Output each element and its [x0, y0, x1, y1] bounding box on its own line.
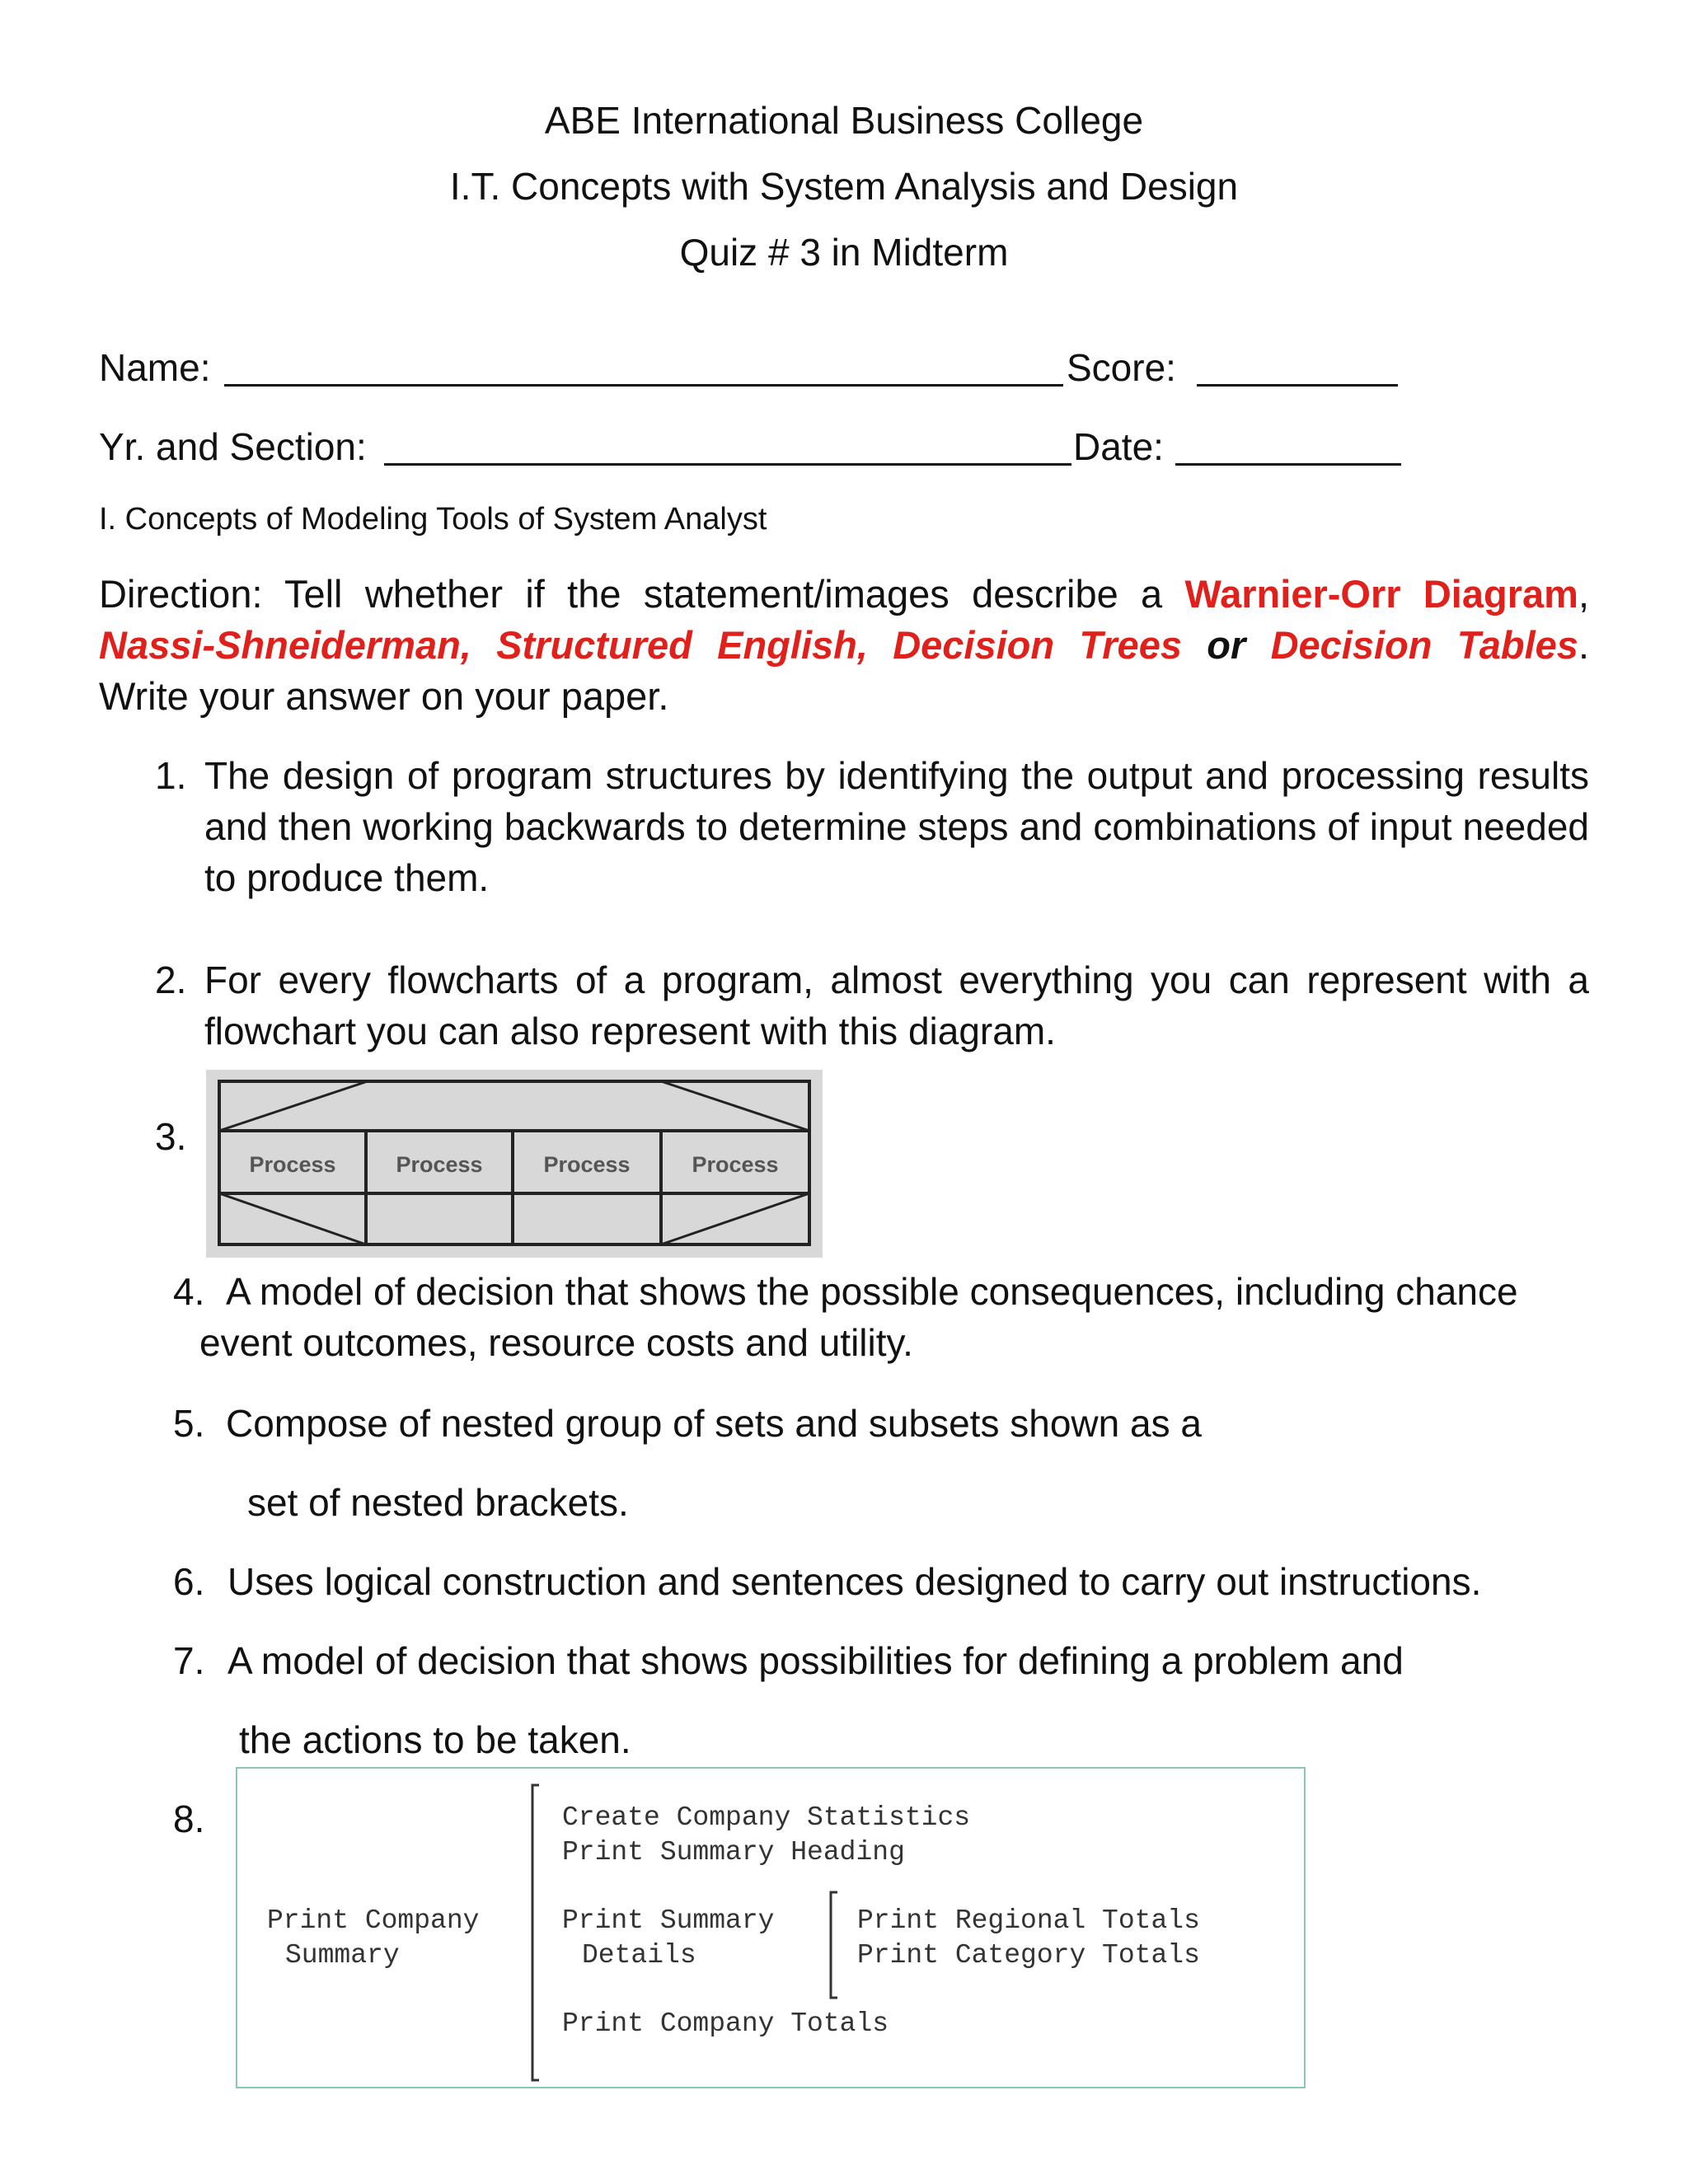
- root-line1: Print Company: [267, 1905, 480, 1936]
- question-number: 2.: [155, 958, 187, 1001]
- question-number: 6.: [173, 1560, 205, 1603]
- question-text: The design of program structures by identifying the output and processing results and then working backwards to determine steps and combinations of input needed to produce them.: [204, 754, 1589, 899]
- root-line2: Summary: [285, 1940, 400, 1971]
- question-text: A model of decision that shows possibilities for defining a problem and: [227, 1639, 1404, 1682]
- date-label: Date:: [1073, 425, 1164, 468]
- process-label: Process: [396, 1152, 483, 1177]
- question-text-continued: the actions to be taken.: [239, 1718, 631, 1761]
- date-blank[interactable]: [1175, 463, 1401, 466]
- score-blank[interactable]: [1197, 384, 1398, 387]
- sub-regional-totals: Print Regional Totals: [857, 1905, 1200, 1936]
- item-print-summary-details: Details: [582, 1940, 696, 1971]
- item-create-statistics: Create Company Statistics: [562, 1802, 971, 1833]
- question-number: 1.: [155, 754, 187, 797]
- score-label: Score:: [1067, 346, 1176, 389]
- process-label: Process: [249, 1152, 336, 1177]
- name-label: Name:: [99, 346, 211, 389]
- question-number: 8.: [173, 1797, 205, 1840]
- quiz-title: Quiz # 3 in Midterm: [679, 231, 1009, 274]
- item-print-summary: Print Summary: [562, 1905, 775, 1936]
- name-blank[interactable]: [224, 384, 1063, 387]
- warnier-orr-diagram: [236, 1767, 1306, 2088]
- process-label: Process: [543, 1152, 631, 1177]
- nassi-shneiderman-diagram: [206, 1070, 823, 1258]
- main-bracket: [532, 1785, 539, 2080]
- college-name: ABE International Business College: [544, 99, 1144, 142]
- item-print-heading: Print Summary Heading: [562, 1837, 905, 1868]
- question-number: 4.: [173, 1270, 205, 1313]
- warnier-orr-svg: [237, 1769, 1304, 2087]
- question-number: 3.: [155, 1115, 187, 1158]
- term-decision-tables: Decision Tables: [1270, 623, 1578, 667]
- section-blank[interactable]: [384, 463, 1071, 466]
- question-number: 7.: [173, 1639, 205, 1682]
- item-print-totals: Print Company Totals: [562, 2008, 889, 2039]
- question-text-line2: event outcomes, resource costs and utility.: [199, 1321, 913, 1364]
- direction-tail: . Write your answer on your paper.: [99, 623, 1589, 718]
- sub-category-totals: Print Category Totals: [857, 1940, 1200, 1971]
- question-text-line1: A model of decision that shows the possible consequences, including chance: [226, 1270, 1518, 1313]
- question-text: For every flowcharts of a program, almost everything you can represent with a flowchart you can also represent with this diagram.: [204, 958, 1589, 1052]
- direction-comma: ,: [1578, 572, 1589, 616]
- direction-lead: Direction: Tell whether if the statement/images describe a: [99, 572, 1185, 616]
- section-heading: I. Concepts of Modeling Tools of System Analyst: [99, 502, 767, 537]
- sub-bracket: [831, 1892, 837, 1998]
- process-label: Process: [692, 1152, 779, 1177]
- question-number: 5.: [173, 1402, 205, 1445]
- direction-paragraph: [99, 569, 1589, 722]
- term-list: Nassi-Shneiderman, Structured English, Decision Trees: [99, 623, 1182, 667]
- term-warnier-orr: Warnier-Orr Diagram: [1184, 572, 1578, 616]
- or-word: or: [1181, 623, 1271, 667]
- question-text-continued: set of nested brackets.: [247, 1481, 629, 1524]
- question-text: Uses logical construction and sentences designed to carry out instructions.: [227, 1560, 1482, 1603]
- course-title: I.T. Concepts with System Analysis and Design: [449, 165, 1239, 208]
- section-label: Yr. and Section:: [99, 425, 367, 468]
- question-text: Compose of nested group of sets and subsets shown as a: [226, 1402, 1202, 1445]
